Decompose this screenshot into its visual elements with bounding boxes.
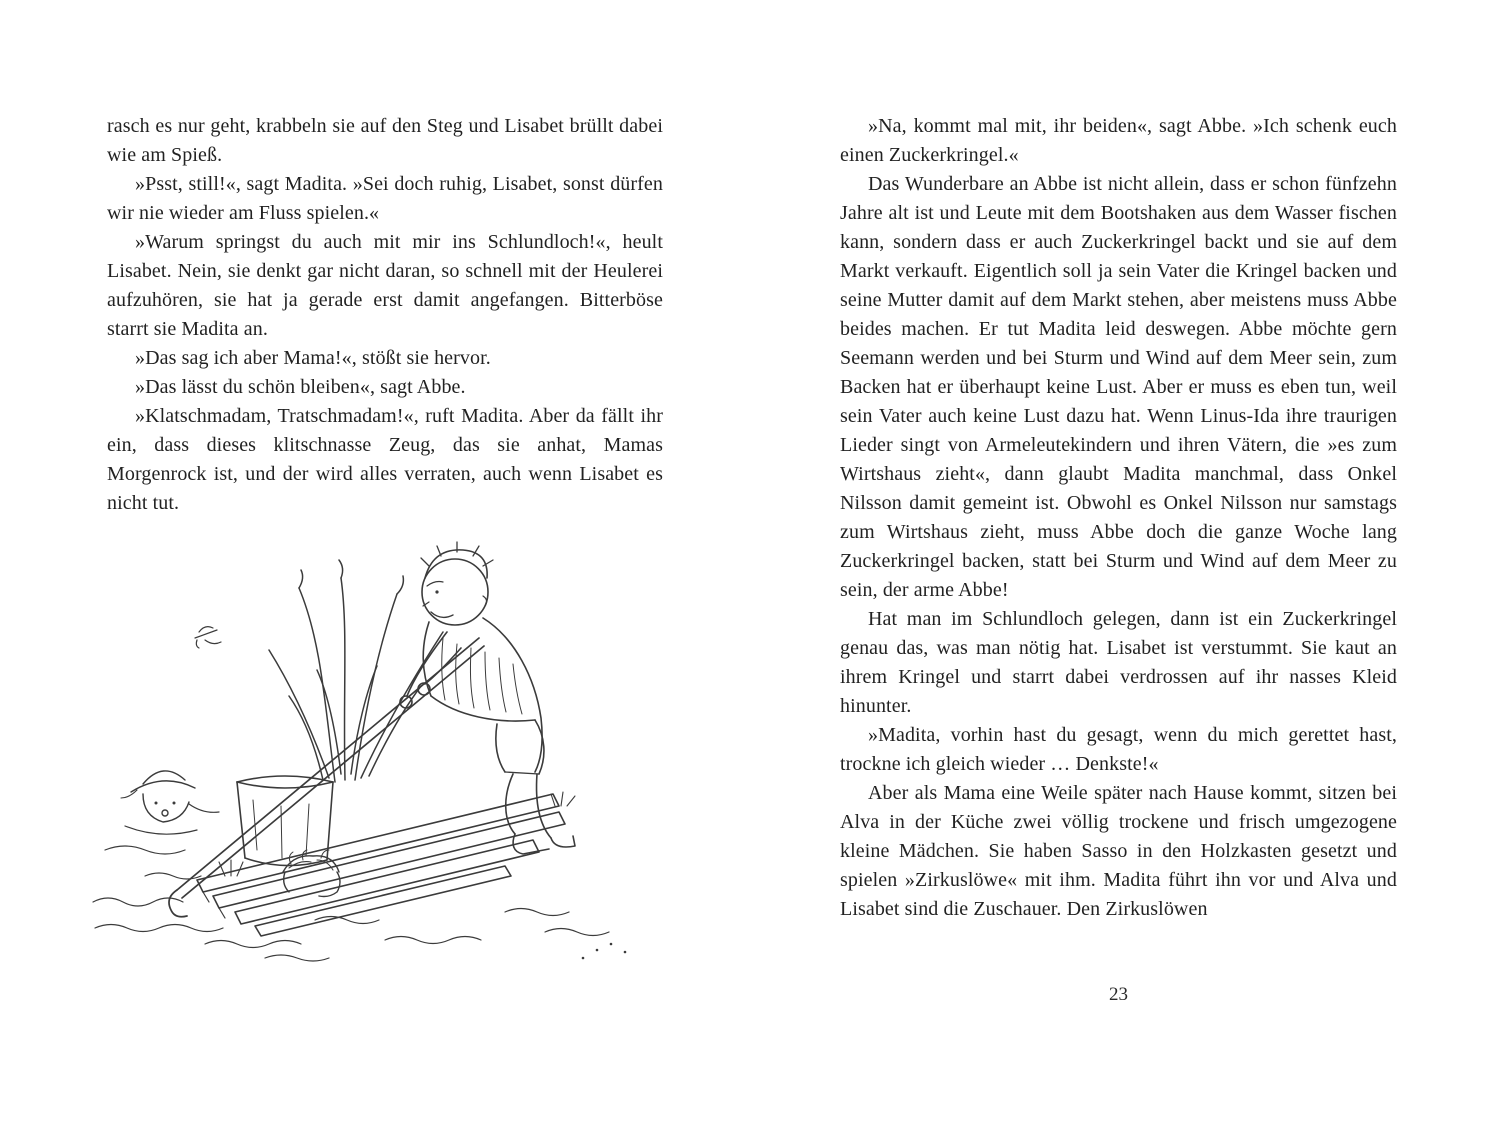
paragraph: »Das lässt du schön bleiben«, sagt Abbe.	[135, 376, 466, 398]
right-text-block	[840, 112, 1397, 924]
dock-planks	[197, 794, 565, 936]
dragonfly-icon	[195, 627, 221, 648]
page-right	[840, 112, 1397, 1112]
left-text-block	[107, 112, 663, 518]
barrel	[237, 776, 333, 866]
paragraph: »Das sag ich aber Mama!«, stößt sie hervor.	[135, 347, 491, 369]
rescue-illustration	[85, 520, 667, 968]
reeds	[269, 560, 443, 782]
page-number: 23	[1109, 984, 1128, 1005]
paragraph: Das Wunderbare an Abbe ist nicht allein, dass er schon fünfzehn Jahre alt ist und Leute mit dem Bootshaken aus dem Wasser fischen kann, sondern dass er auch Zuckerkringel backt und sie auf dem Markt verkauft. Eigentlich soll ja sein Vater die Kringel backen und seine Mutter damit auf dem Markt stehen, aber meistens muss Abbe beides machen. Er tut Madita leid deswegen. Abbe möchte gern Seemann werden und bei Sturm und Wind auf dem Meer sein, zum Backen hat er überhaupt keine Lust. Aber er muss es eben tun, weil sein Vater auch keine Lust dazu hat. Wenn Linus-Ida ihre traurigen Lieder singt von Armeleutekindern und ihren Vätern, die »es zum Wirtshaus zieht«, dann glaubt Madita manchmal, dass Onkel Nilsson damit gemeint ist. Obwohl es Onkel Nilsson nur samstags zum Wirtshaus zieht, muss Abbe doch die ganze Woche lang Zuckerkringel backen, statt bei Sturm und Wind auf dem Meer zu sein, der arme Abbe!	[840, 173, 1397, 601]
paragraph: »Na, kommt mal mit, ihr beiden«, sagt Abbe. »Ich schenk euch einen Zuckerkringel.«	[840, 115, 1397, 166]
paragraph: »Warum springst du auch mit mir ins Schlundloch!«, heult Lisabet. Nein, sie denkt gar nicht daran, so schnell mit der Heulerei aufzuhören, sie hat ja gerade erst damit angefangen. Bitterböse starrt sie Madita an.	[107, 231, 663, 340]
paragraph: »Psst, still!«, sagt Madita. »Sei doch ruhig, Lisabet, sonst dürfen wir nie wieder am Fluss spielen.«	[107, 173, 663, 224]
ink-drawing-boy-boathook	[85, 520, 667, 968]
boy-figure	[400, 542, 575, 854]
child-with-hat	[121, 771, 219, 822]
paragraph: »Klatschmadam, Tratschmadam!«, ruft Madita. Aber da fällt ihr ein, dass dieses klitschnasse Zeug, das sie anhat, Mamas Morgenrock ist, und der wird alles verraten, auch wenn Lisabet es nicht tut.	[107, 405, 663, 514]
paragraph: Hat man im Schlundloch gelegen, dann ist ein Zuckerkringel genau das, was man nötig hat. Lisabet ist verstummt. Sie kaut an ihrem Kringel und starrt dabei verdrossen auf ihr nasses Kleid hinunter.	[840, 608, 1397, 717]
paragraph: »Madita, vorhin hast du gesagt, wenn du mich gerettet hast, trockne ich gleich wieder … Denkste!«	[840, 724, 1397, 775]
paragraph: rasch es nur geht, krabbeln sie auf den Steg und Lisabet brüllt dabei wie am Spieß.	[107, 115, 663, 166]
page-left	[107, 112, 663, 1092]
paragraph: Aber als Mama eine Weile später nach Hause kommt, sitzen bei Alva in der Küche zwei völlig trockene und frisch umgezogene kleine Mädchen. Sie haben Sasso in den Holzkasten gesetzt und spielen »Zirkuslöwe« mit ihm. Madita führt ihn vor und Alva und Lisabet sind die Zuschauer. Den Zirkuslöwen	[840, 782, 1397, 920]
